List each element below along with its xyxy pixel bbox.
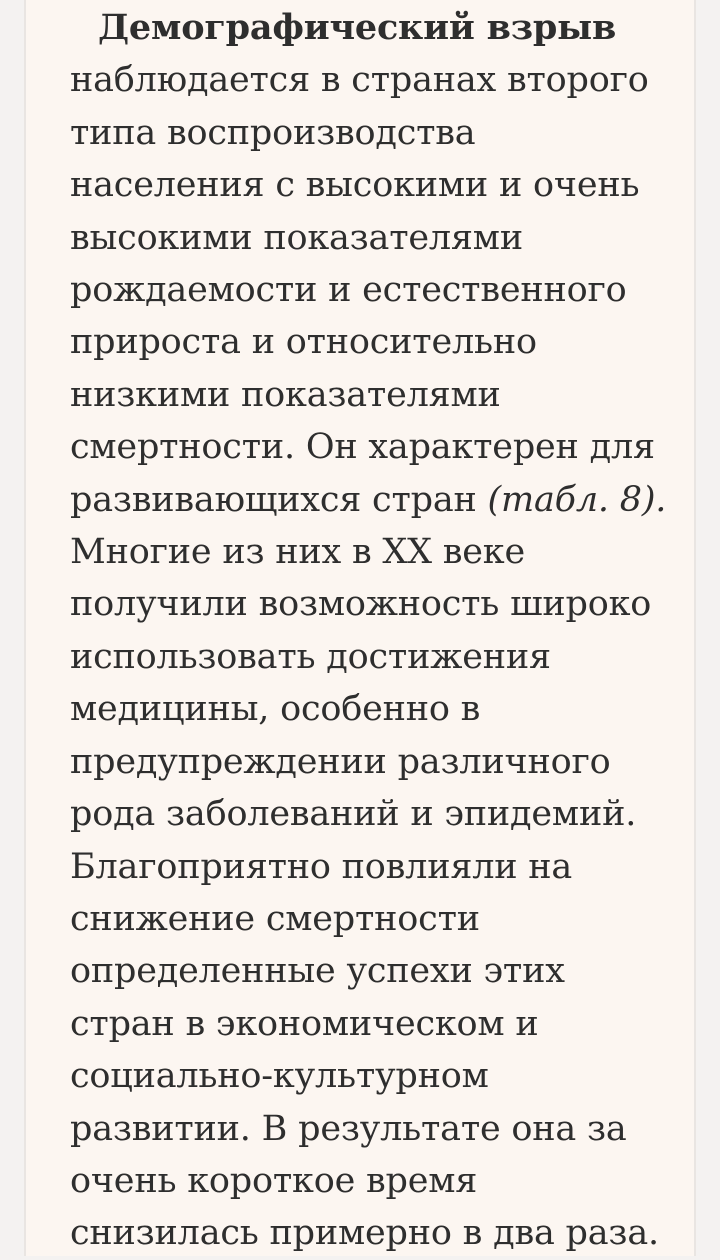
paragraph-line: населения с высокими и очень [70,165,640,206]
paragraph-line: использовать достижения [70,636,551,677]
paragraph-line: стран в экономическом и [70,1003,539,1044]
term-demographic-explosion: Демографический взрыв [98,7,617,48]
paragraph-text: развивающихся стран [70,479,488,520]
paragraph-line: определенные успехи этих [70,951,565,992]
paragraph-line: рождаемости и естественного [70,270,627,311]
paragraph-line [70,2,690,54]
paragraph-line: получили возможность широко [70,584,652,625]
paragraph-line: медицины, особенно в [70,689,481,730]
paragraph-line: Благоприятно повлияли на [70,846,573,887]
paragraph-line: социально-культурном [70,1056,489,1097]
paragraph-line: высокими показателями [70,217,523,258]
paragraph-line: рода заболеваний и эпидемий. [70,794,637,835]
paragraph-line: смертности. Он характерен для [70,427,655,468]
paragraph-line [70,474,690,526]
paragraph-line: снижение смертности [70,898,480,939]
paragraph-line: низкими показателями [70,374,501,415]
paragraph-line: развитии. В результате она за [70,1108,627,1149]
paragraph-line: очень короткое время [70,1160,478,1201]
article-paragraph [70,2,690,1260]
paragraph-line: снизилась примерно в два раза. [70,1213,659,1254]
paragraph-line: предупреждении различного [70,741,611,782]
document-page [24,0,696,1256]
paragraph-line: Многие из них в XX веке [70,532,525,573]
paragraph-line: типа воспроизводства [70,112,476,153]
paragraph-line: прироста и относительно [70,322,537,363]
paragraph-line: наблюдается в странах второго [70,60,649,101]
table-reference: (табл. 8). [487,479,667,520]
